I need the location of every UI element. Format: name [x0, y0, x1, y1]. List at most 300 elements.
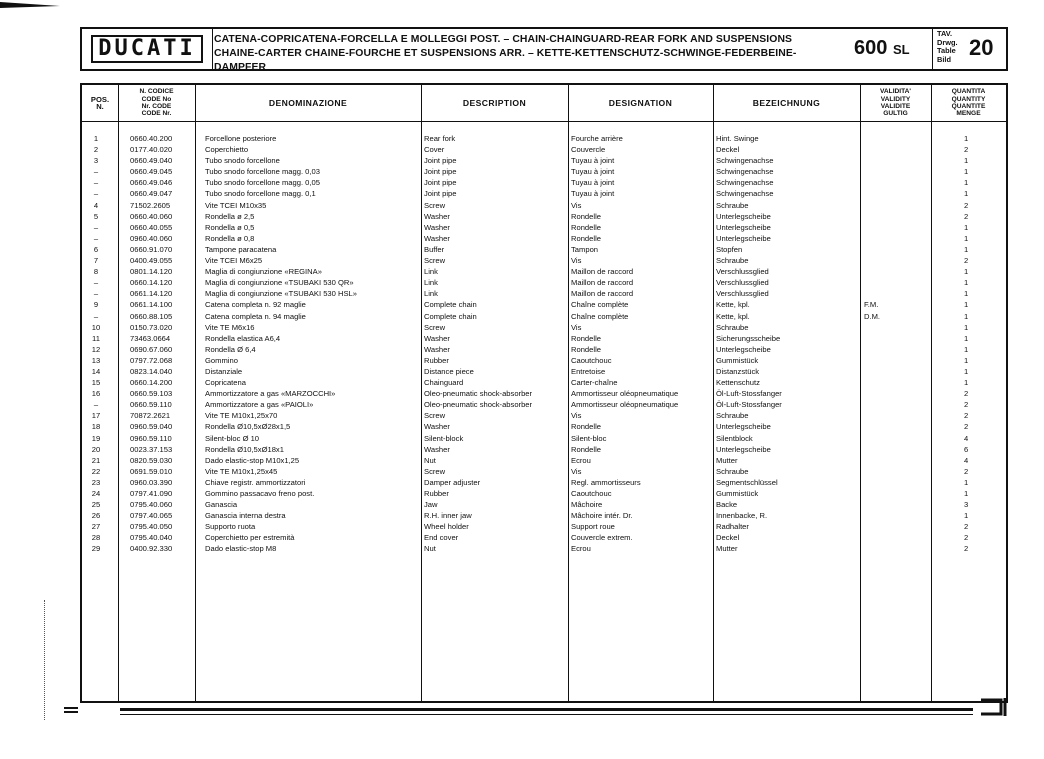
cell-bez: Backe	[716, 500, 738, 510]
cell-desig: Chaîne complète	[571, 300, 629, 310]
cell-pos: –	[93, 167, 99, 177]
cell-den: Tubo snodo forcellone magg. 0,05	[205, 178, 320, 188]
cell-code: 0795.40.050	[130, 522, 173, 532]
cell-desig: Fourche arrière	[571, 134, 623, 143]
cell-desc: Cover	[424, 145, 445, 155]
cell-den: Coperchietto	[205, 145, 249, 155]
table-row	[82, 288, 1006, 299]
cell-desc: End cover	[424, 533, 459, 543]
cell-pos: –	[93, 233, 99, 243]
cell-den: Tubo snodo forcellone magg. 0,03	[205, 167, 320, 177]
cell-den: Supporto ruota	[205, 522, 256, 532]
footer-logo-icon	[979, 696, 1009, 718]
cell-desig: Maillon de raccord	[571, 278, 634, 288]
cell-desig: Tuyau à joint	[571, 178, 615, 188]
cell-desig: Rondelle	[571, 422, 601, 432]
cell-den: Ammortizzatore a gas «PAIOLI»	[205, 400, 314, 410]
cell-desig: Couvercle extrem.	[571, 533, 633, 543]
cell-qty: 2	[964, 522, 969, 532]
cell-bez: Schwingenachse	[716, 156, 774, 166]
cell-den: Rondella Ø10,5xØ28x1,5	[205, 422, 291, 432]
cell-den: Vite TCEI M10x35	[205, 200, 267, 210]
table-row	[82, 410, 1006, 421]
cell-qty: 2	[964, 411, 969, 421]
cell-val: F.M.	[864, 300, 879, 310]
cell-den: Rondella Ø 6,4	[205, 344, 256, 354]
cell-code: 0660.59.110	[130, 400, 172, 410]
cell-code: 0801.14.120	[130, 267, 173, 277]
cell-desig: Vis	[571, 322, 582, 332]
cell-bez: Distanzstück	[716, 366, 760, 376]
cell-desc: Joint pipe	[424, 167, 457, 177]
table-row	[82, 366, 1006, 377]
cell-bez: Unterlegscheibe	[716, 233, 771, 243]
cell-code: 0661.14.120	[130, 289, 173, 299]
cell-den: Tampone paracatena	[205, 244, 277, 254]
cell-desc: Rear fork	[424, 134, 456, 143]
cell-pos: 8	[93, 267, 99, 277]
cell-bez: Öl-Luft-Stossfanger	[716, 400, 782, 410]
cell-bez: Schraube	[716, 411, 749, 421]
cell-qty: 2	[964, 400, 969, 410]
table-row	[82, 322, 1006, 333]
cell-qty: 1	[964, 344, 969, 354]
cell-desig: Mâchoire	[571, 500, 603, 510]
cell-bez: Segmentschlüssel	[716, 477, 778, 487]
cell-qty: 1	[964, 167, 969, 177]
table-row	[82, 266, 1006, 277]
cell-bez: Innenbacke, R.	[716, 511, 768, 521]
cell-desc: Nut	[424, 455, 436, 465]
cell-code: 0660.14.120	[130, 278, 173, 288]
model-label	[854, 37, 910, 60]
cell-qty: 2	[964, 211, 969, 221]
cell-desc: Silent-block	[424, 433, 464, 443]
cell-pos: 7	[93, 256, 99, 266]
col-header-quantita-line: MENGE	[956, 110, 981, 118]
tav-labels	[937, 30, 958, 64]
cell-pos: 27	[91, 522, 101, 532]
cell-qty: 4	[964, 433, 969, 443]
cell-pos: 12	[91, 344, 101, 354]
table-row	[82, 399, 1006, 410]
cell-qty: 1	[964, 311, 969, 321]
cell-pos: 1	[93, 134, 99, 143]
cell-pos: –	[93, 278, 99, 288]
cell-bez: Deckel	[716, 533, 740, 543]
table-label: Table	[937, 46, 956, 56]
cell-desig: Mâchoire intér. Dr.	[571, 511, 633, 521]
cell-pos: 14	[91, 366, 101, 376]
cell-code: 0400.49.055	[130, 256, 173, 266]
col-header-pos	[82, 85, 118, 121]
cell-qty: 1	[964, 156, 969, 166]
cell-pos: –	[93, 189, 99, 199]
cell-qty: 6	[964, 444, 969, 454]
ducati-logo: DUCATI	[91, 35, 202, 63]
cell-desig: Entretoise	[571, 366, 606, 376]
cell-code: 0690.67.060	[130, 344, 173, 354]
table-row	[82, 444, 1006, 455]
table-row	[82, 144, 1006, 155]
cell-desc: Washer	[424, 422, 450, 432]
footer-mark	[64, 711, 78, 713]
cell-desig: Vis	[571, 256, 582, 266]
cell-desc: Link	[424, 289, 438, 299]
cell-code: 0797.41.090	[130, 489, 173, 498]
cell-desc: Rubber	[424, 489, 449, 498]
cell-den: Gommino passacavo freno post.	[205, 489, 315, 498]
table-row	[82, 344, 1006, 355]
table-row	[82, 466, 1006, 477]
cell-den: Vite TE M10x1,25x70	[205, 411, 278, 421]
model-number: 600	[854, 37, 888, 59]
title-line-2: CHAINE-CARTER CHAINE-FOURCHE ET SUSPENSIONS ARR. – KETTE-KETTENSCHUTZ-SCHWINGE-FEDERBEINE-DAMPFER	[214, 48, 797, 73]
cell-bez: Kette, kpl.	[716, 300, 750, 310]
table-row	[82, 532, 1006, 543]
cell-code: 0660.49.046	[130, 178, 173, 188]
tav-label: TAV.	[937, 29, 953, 38]
cell-desc: Rubber	[424, 355, 449, 365]
cell-code: 0797.72.068	[130, 355, 173, 365]
col-header-pos-line: POS.	[90, 94, 110, 104]
cell-pos: 10	[91, 322, 101, 332]
table-row	[82, 233, 1006, 244]
table-row	[82, 177, 1006, 188]
cell-pos: 17	[91, 411, 101, 421]
cell-desc: Damper adjuster	[424, 477, 481, 487]
cell-bez: Gummistück	[716, 355, 759, 365]
cell-code: 0823.14.040	[130, 366, 173, 376]
cell-desig: Carter-chaîne	[571, 378, 618, 388]
col-header-code-line: Nr. CODE	[141, 103, 172, 110]
cell-qty: 2	[964, 533, 969, 543]
cell-desc: Screw	[424, 322, 446, 332]
table-row	[82, 333, 1006, 344]
cell-code: 0797.40.065	[130, 511, 173, 521]
cell-qty: 2	[964, 544, 969, 554]
cell-pos: 15	[91, 378, 101, 388]
cell-bez: Mutter	[716, 455, 738, 465]
cell-desc: Screw	[424, 200, 446, 210]
cell-desc: Washer	[424, 344, 450, 354]
col-header-denominazione: DENOMINAZIONE	[268, 98, 348, 108]
cell-pos: 29	[91, 544, 101, 554]
cell-desig: Rondelle	[571, 344, 601, 354]
cell-desc: Washer	[424, 211, 450, 221]
cell-desc: Washer	[424, 444, 450, 454]
title-line-1: CATENA-COPRICATENA-FORCELLA E MOLLEGGI POST. – CHAIN-CHAINGUARD-REAR FORK AND SUSPENSIONS	[214, 34, 793, 45]
cell-den: Forcellone posteriore	[205, 134, 277, 143]
cell-bez: Gummistück	[716, 489, 759, 498]
cell-qty: 1	[964, 366, 969, 376]
cell-desc: Washer	[424, 222, 450, 232]
table-row	[82, 299, 1006, 310]
corner-mark	[0, 0, 60, 14]
col-header-quantita-line: QUANTITE	[951, 103, 986, 110]
cell-pos: 9	[93, 300, 99, 310]
col-header-quantita-line: QUANTITA	[951, 88, 986, 96]
cell-den: Maglia di congiunzione «TSUBAKI 530 QR»	[205, 278, 354, 288]
cell-code: 0400.92.330	[130, 544, 173, 554]
table-row	[82, 455, 1006, 466]
cell-desig: Support roue	[571, 522, 615, 532]
cell-den: Coperchietto per estremità	[205, 533, 295, 543]
cell-desig: Ecrou	[571, 544, 591, 554]
cell-pos: 28	[91, 533, 101, 543]
footer-rule	[120, 714, 973, 715]
table-row	[82, 377, 1006, 388]
cell-desig: Silent-bloc	[571, 433, 607, 443]
cell-desig: Regl. ammortisseurs	[571, 477, 641, 487]
cell-bez: Schwingenachse	[716, 167, 774, 177]
cell-bez: Radhalter	[716, 522, 749, 532]
cell-desig: Chaîne complète	[571, 311, 629, 321]
col-header-designation: DESIGNATION	[608, 98, 673, 108]
col-header-quantita	[931, 85, 1006, 121]
cell-code: 0960.59.040	[130, 422, 173, 432]
sheet-title	[214, 33, 844, 75]
table-row	[82, 244, 1006, 255]
cell-bez: Silentblock	[716, 433, 753, 443]
cell-den: Ammortizzatore a gas «MARZOCCHI»	[205, 389, 336, 399]
col-header-code	[118, 85, 195, 121]
cell-qty: 1	[964, 244, 969, 254]
cell-bez: Sicherungsscheibe	[716, 333, 781, 343]
cell-code: 73463.0664	[130, 333, 171, 343]
cell-code: 0660.40.200	[130, 134, 173, 143]
cell-qty: 4	[964, 455, 969, 465]
cell-pos: 11	[92, 333, 100, 343]
cell-desig: Rondelle	[571, 211, 601, 221]
cell-den: Ganascia interna destra	[205, 511, 286, 521]
cell-pos: 3	[93, 156, 99, 166]
cell-den: Ganascia	[205, 500, 238, 510]
cell-desc: Joint pipe	[424, 189, 457, 199]
table-number: 20	[969, 35, 994, 60]
cell-qty: 1	[964, 267, 969, 277]
cell-den: Maglia di congiunzione «REGINA»	[205, 267, 322, 277]
cell-qty: 1	[964, 511, 969, 521]
cell-den: Vite TE M10x1,25x45	[205, 466, 278, 476]
cell-desig: Maillon de raccord	[571, 289, 634, 299]
cell-desig: Rondelle	[571, 233, 601, 243]
cell-code: 0960.03.390	[130, 477, 173, 487]
cell-qty: 2	[964, 145, 969, 155]
table-row	[82, 277, 1006, 288]
cell-code: 0660.40.055	[130, 222, 173, 232]
cell-code: 70872.2621	[130, 411, 171, 421]
cell-den: Dado elastic-stop M8	[205, 544, 277, 554]
col-header-code-line: N. CODICE	[139, 88, 174, 96]
cell-qty: 1	[964, 178, 969, 188]
cell-desig: Caoutchouc	[571, 489, 612, 498]
cell-qty: 1	[964, 222, 969, 232]
cell-desc: Washer	[424, 233, 450, 243]
cell-code: 0820.59.030	[130, 455, 173, 465]
cell-desc: Joint pipe	[424, 178, 457, 188]
cell-desig: Rondelle	[571, 222, 601, 232]
table-row	[82, 222, 1006, 233]
cell-pos: 20	[91, 444, 101, 454]
drwg-label: Drwg.	[937, 37, 958, 47]
cell-code: 0660.88.105	[130, 311, 173, 321]
col-header-quantita-line: QUANTITY	[951, 95, 986, 103]
cell-qty: 1	[964, 322, 969, 332]
cell-bez: Schraube	[716, 200, 749, 210]
cell-den: Dado elastic-stop M10x1,25	[205, 455, 300, 465]
cell-bez: Unterlegscheibe	[716, 422, 771, 432]
cell-desc: Washer	[424, 333, 450, 343]
table-row	[82, 155, 1006, 166]
table-row	[82, 510, 1006, 521]
cell-qty: 2	[964, 422, 969, 432]
cell-pos: –	[93, 400, 99, 410]
table-row	[82, 543, 1006, 554]
cell-desc: Complete chain	[424, 311, 477, 321]
cell-qty: 1	[964, 355, 969, 365]
cell-desc: Jaw	[424, 500, 438, 510]
cell-code: 0150.73.020	[130, 322, 173, 332]
model-suffix: SL	[892, 42, 910, 57]
cell-desc: Wheel holder	[424, 522, 469, 532]
col-header-code-line: CODE No	[141, 95, 172, 103]
cell-desig: Vis	[571, 411, 582, 421]
cell-den: Catena completa n. 92 maglie	[205, 300, 306, 310]
cell-pos: 21	[91, 455, 101, 465]
cell-desig: Ammortisseur oléopneumatique	[571, 389, 679, 399]
cell-desc: Nut	[424, 544, 436, 554]
cell-bez: Kettenschutz	[716, 378, 760, 388]
cell-code: 0960.40.060	[130, 233, 173, 243]
cell-pos: 2	[93, 145, 99, 155]
sheet-header	[80, 27, 1008, 71]
cell-den: Gommino	[205, 355, 238, 365]
cell-den: Distanziale	[205, 366, 243, 376]
cell-pos: 13	[91, 355, 101, 365]
cell-qty: 2	[964, 466, 969, 476]
cell-desig: Vis	[571, 200, 582, 210]
cell-pos: 16	[91, 389, 101, 399]
cell-qty: 1	[964, 378, 969, 388]
cell-desc: Complete chain	[424, 300, 477, 310]
cell-code: 0795.40.060	[130, 500, 173, 510]
cell-pos: –	[93, 311, 99, 321]
cell-code: 0660.91.070	[130, 244, 173, 254]
cell-code: 0177.40.020	[130, 145, 173, 155]
cell-code: 0660.59.103	[130, 389, 173, 399]
cell-pos: 4	[93, 200, 99, 210]
col-header-validita-line: VALIDITA'	[880, 88, 911, 96]
table-number-cell	[932, 29, 1009, 69]
table-row	[82, 311, 1006, 322]
cell-desig: Ecrou	[571, 455, 591, 465]
cell-den: Rondella Ø10,5xØ18x1	[205, 444, 284, 454]
cell-desc: Distance piece	[424, 366, 474, 376]
cell-bez: Schwingenachse	[716, 189, 774, 199]
cell-code: 0795.40.040	[130, 533, 173, 543]
table-row	[82, 421, 1006, 432]
table-row	[82, 255, 1006, 266]
cell-bez: Verschlussglied	[716, 289, 769, 299]
cell-den: Copricatena	[205, 378, 246, 388]
cell-desc: Screw	[424, 256, 446, 266]
cell-desig: Maillon de raccord	[571, 267, 634, 277]
cell-desc: Chainguard	[424, 378, 464, 388]
cell-den: Maglia di congiunzione «TSUBAKI 530 HSL»	[205, 289, 357, 299]
table-row	[82, 200, 1006, 211]
cell-desc: Screw	[424, 466, 446, 476]
cell-qty: 1	[964, 134, 969, 143]
parts-rows	[82, 133, 1006, 555]
cell-den: Tubo snodo forcellone	[205, 156, 280, 166]
cell-qty: 2	[964, 256, 969, 266]
cell-desc: Link	[424, 278, 438, 288]
col-header-validita-line: VALIDITY	[880, 95, 911, 103]
cell-bez: Mutter	[716, 544, 738, 554]
cell-qty: 1	[964, 289, 969, 299]
cell-bez: Unterlegscheibe	[716, 444, 771, 454]
table-row	[82, 388, 1006, 399]
cell-qty: 2	[964, 200, 969, 210]
cell-den: Rondella ø 0,5	[205, 222, 255, 232]
cell-code: 0023.37.153	[130, 444, 173, 454]
cell-desc: Buffer	[424, 244, 445, 254]
footer-mark	[64, 707, 78, 709]
cell-pos: –	[93, 222, 99, 232]
table-row	[82, 499, 1006, 510]
col-header-bezeichnung: BEZEICHNUNG	[752, 98, 821, 108]
col-header-code-line: CODE Nr.	[141, 110, 172, 118]
cell-desig: Vis	[571, 466, 582, 476]
cell-code: 0960.59.110	[130, 433, 172, 443]
cell-desig: Tuyau à joint	[571, 189, 615, 199]
cell-pos: 22	[91, 466, 101, 476]
cell-bez: Unterlegscheibe	[716, 211, 771, 221]
cell-code: 0661.14.100	[130, 300, 173, 310]
cell-bez: Hint. Swinge	[716, 134, 759, 143]
cell-den: Tubo snodo forcellone magg. 0,1	[205, 189, 316, 199]
cell-code: 0660.14.200	[130, 378, 173, 388]
col-header-description: DESCRIPTION	[462, 98, 527, 108]
cell-desc: Link	[424, 267, 438, 277]
cell-bez: Stopfen	[716, 244, 743, 254]
bild-label: Bild	[937, 54, 951, 64]
cell-qty: 1	[964, 189, 969, 199]
table-row	[82, 433, 1006, 444]
cell-code: 0691.59.010	[130, 466, 173, 476]
cell-code: 0660.49.047	[130, 189, 173, 199]
cell-val: D.M.	[864, 311, 881, 321]
cell-bez: Deckel	[716, 145, 740, 155]
cell-bez: Unterlegscheibe	[716, 222, 771, 232]
table-row	[82, 477, 1006, 488]
cell-desig: Ammortisseur oléopneumatique	[571, 400, 679, 410]
cell-bez: Schwingenachse	[716, 178, 774, 188]
cell-den: Rondella elastica A6,4	[205, 333, 281, 343]
table-row	[82, 188, 1006, 199]
cell-desig: Tuyau à joint	[571, 156, 615, 166]
cell-bez: Unterlegscheibe	[716, 344, 771, 354]
cell-bez: Öl-Luft-Stossfanger	[716, 389, 782, 399]
cell-desig: Tampon	[571, 244, 599, 254]
footer-rule	[120, 708, 973, 711]
parts-table	[80, 83, 1008, 703]
cell-desig: Couvercle	[571, 145, 606, 155]
cell-desc: R.H. inner jaw	[424, 511, 472, 521]
table-row	[82, 355, 1006, 366]
cell-pos: 24	[91, 489, 101, 498]
